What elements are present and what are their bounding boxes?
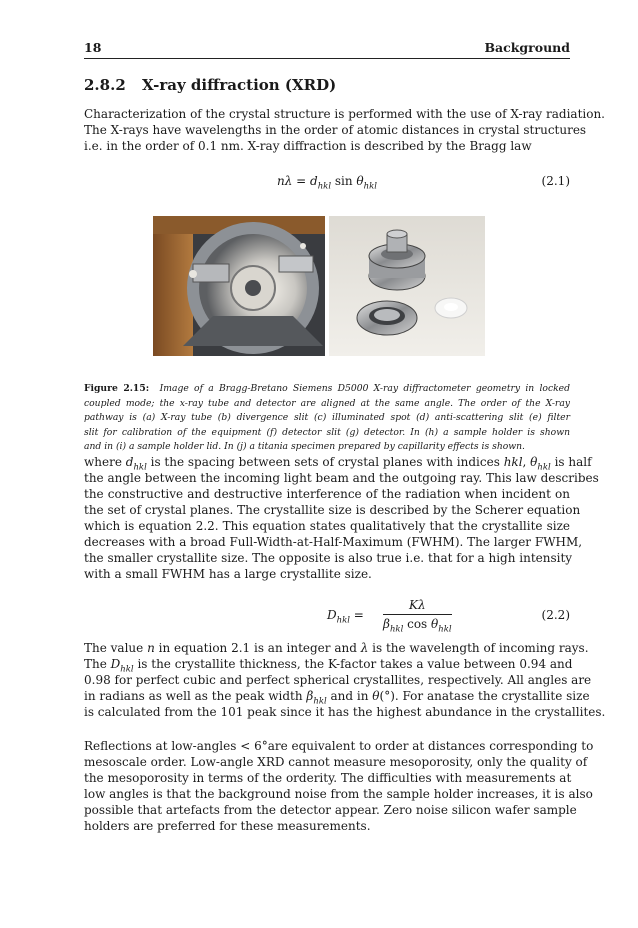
paragraph-line: holders are preferred for these measurements. (84, 819, 371, 833)
bragg-law: $n\lambda = d_{hkl}$ $\sin \theta_{hkl}$ (277, 174, 377, 192)
body-paragraph-2 (84, 454, 599, 582)
equation-number: (2.2) (541, 608, 570, 622)
paragraph-line: mesoscale order. Low-angle XRD cannot measure mesoporosity, only the quality of (84, 755, 588, 769)
caption-line: and in (i) a sample holder lid. In (j) a titania specimen prepared by capillarity effects is shown. (84, 441, 525, 453)
diffractometer-photo (153, 216, 325, 356)
figure-label: Figure 2.15: (84, 383, 150, 394)
paragraph-line: The value n in equation 2.1 is an integer and λ is the wavelength of incoming rays. (84, 641, 589, 655)
body-paragraph-3 (84, 640, 606, 720)
caption-line: pathway is (a) X-ray tube (b) divergence slit (c) illuminated spot (d) anti-scattering slit (e) filter (84, 412, 570, 424)
paragraph-line: possible that artefacts from the detector appear. Zero noise silicon wafer sample (84, 803, 577, 817)
paragraph-line: which is equation 2.2. This equation states qualitatively that the crystallite size (84, 519, 570, 533)
section-title: X-ray diffraction (XRD) (142, 76, 337, 94)
section-heading (84, 76, 336, 94)
numerator: Kλ (383, 598, 452, 615)
paragraph-line: The $D_{hkl}$ is the crystallite thickness, the K-factor takes a value between 0.94 and (84, 657, 573, 675)
paragraph-line: low angles is that the background noise from the sample holder increases, it is also (84, 787, 593, 801)
paragraph-line: the mesoporosity in terms of the orderity. The difficulties with measurements at (84, 771, 572, 785)
header-rule (84, 58, 570, 59)
scherrer-lhs: $D_{hkl}$ = (327, 608, 364, 626)
denominator: $\beta_{hkl}$ $\cos \theta_{hkl}$ (383, 617, 452, 635)
section-number: 2.8.2 (84, 76, 126, 94)
paragraph-line: is calculated from the 101 peak since it has the highest abundance in the crystallites. (84, 705, 606, 719)
paragraph-line: the smaller crystallite size. The opposite is also true i.e. that for a high intensity (84, 551, 573, 565)
page-number: 18 (84, 40, 102, 55)
intro-paragraph (84, 106, 605, 154)
caption-line: slit for calibration of the equipment (f) detector slit (g) detector. In (h) a sample holder is shown (84, 426, 570, 438)
equation-scherrer (84, 598, 570, 634)
intro-line: i.e. in the order of 0.1 nm. X-ray diffraction is described by the Bragg law (84, 139, 532, 153)
paragraph-line: Reflections at low-angles < 6°are equivalent to order at distances corresponding to (84, 739, 594, 753)
paragraph-line: decreases with a broad Full-Width-at-Half-Maximum (FWHM). The larger FWHM, (84, 535, 583, 549)
running-title: Background (484, 40, 570, 55)
figure-caption (84, 382, 570, 455)
intro-line: The X-rays have wavelengths in the order of atomic distances in crystal structures (84, 123, 587, 137)
sample-holder-photo (329, 216, 485, 356)
caption-line: coupled mode; the x-ray tube and detector are aligned at the same angle. The order of the X-ray (84, 397, 570, 409)
paragraph-line: in radians as well as the peak width $\beta_{hkl}$ and in θ(°). For anatase the crystallite size (84, 689, 590, 707)
paragraph-line: the constructive and destructive interference of the radiation when incident on (84, 487, 570, 501)
paragraph-line: 0.98 for perfect cubic and perfect spherical crystallites, respectively. All angles are (84, 673, 592, 687)
paragraph-line: where $d_{hkl}$ is the spacing between sets of crystal planes with indices hkl, $\theta_{hkl}$ is half (84, 455, 592, 473)
paragraph-line: the set of crystal planes. The crystallite size is described by the Scherer equation (84, 503, 581, 517)
intro-line: Characterization of the crystal structure is performed with the use of X-ray radiation. (84, 107, 605, 121)
caption-line: Figure 2.15: Image of a Bragg-Bretano Siemens D5000 X-ray diffractometer geometry in locked (84, 383, 570, 394)
body-paragraph-4 (84, 738, 594, 834)
paragraph-line: with a small FWHM has a large crystallite size. (84, 567, 372, 581)
scherrer-fraction (383, 598, 452, 634)
paragraph-line: the angle between the incoming light beam and the outgoing ray. This law describes (84, 471, 599, 485)
equation-number: (2.1) (541, 174, 570, 188)
